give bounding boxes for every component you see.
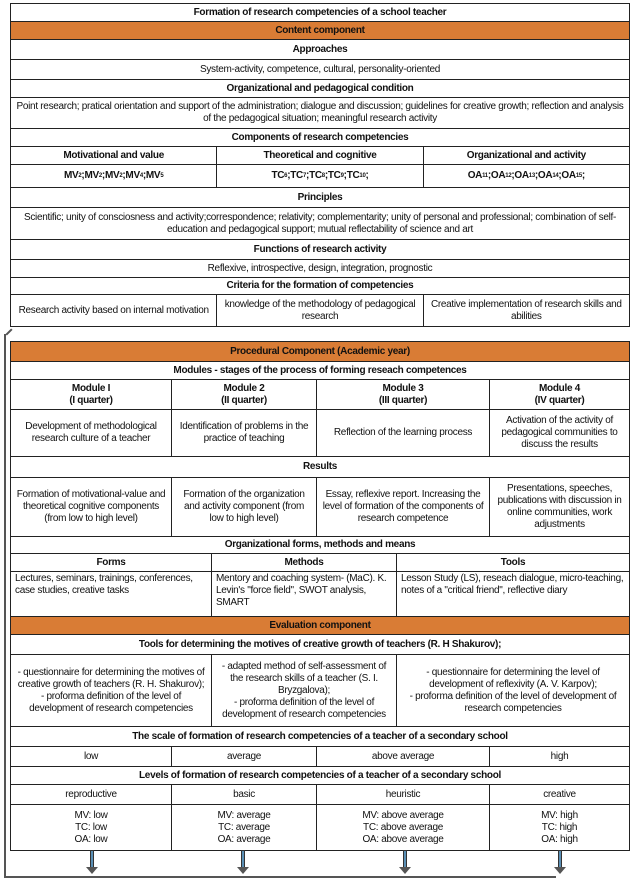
tools-header: Tools [396, 554, 629, 571]
functions-text: Reflexive, introspective, design, integration, prognostic [207, 262, 433, 274]
feedback-line [4, 334, 6, 878]
module-header: Module 2 (II quarter) [171, 380, 316, 409]
criterion: Creative implementation of research skills and abilities [423, 295, 629, 326]
result-text: Essay, reflexive report. Increasing the level of formation of the components of research competence [316, 478, 489, 536]
component-codes: TC 6 ; TC 7 ; TC 8 ; TC 9 ; TC 10 ; [216, 165, 422, 187]
result-text: Presentations, speeches, publications with discussion in online communities, work adjustments [489, 478, 629, 536]
forms-title: Organizational forms, methods and means [224, 539, 416, 550]
down-arrow-icon [241, 850, 245, 868]
principles-title: Principles [297, 191, 343, 203]
arrow-head-icon [399, 867, 411, 874]
level-value: OA: low [74, 833, 108, 845]
level-value: OA: above average [362, 833, 444, 845]
module-header: Module 3 (III quarter) [316, 380, 489, 409]
results-title: Results [302, 461, 338, 472]
result-text: Formation of the organization and activity component (from low to high level) [171, 478, 316, 536]
forms-text: Lectures, seminars, trainings, conferences, case studies, creative tasks [15, 573, 193, 596]
condition-text: Point research; pratical orientation and support of the administration; dialogue and discussion; guidelines for creative growth; reflection and analysis of the pedagogical situation; meaningful research activity [16, 101, 624, 124]
component-name: Theoretical and cognitive [216, 147, 422, 164]
level-values [489, 805, 629, 850]
level-value: MV: high [541, 809, 578, 821]
module-header: Module I (I quarter) [69, 382, 113, 406]
module-text: Development of methodological research culture of a teacher [25, 421, 157, 444]
level-name: basic [171, 785, 316, 804]
level-value: OA: average [217, 833, 271, 845]
principles-text: Scientific; unity of consciosness and activity;correspondence; relativity; complementarity; unity of personal and professional; combination of self-education and pedagogical support; mutual reflectability of science and art [23, 211, 617, 235]
level-value: TC: low [75, 821, 107, 833]
modules-title: Modules - stages of the process of forming reseach competences [173, 364, 467, 376]
arrow-head-icon [86, 867, 98, 874]
approaches-title: Approaches [292, 43, 348, 55]
approaches-text: System-activity, competence, cultural, personality-oriented [199, 63, 440, 75]
level-value: MV: above average [362, 809, 444, 821]
module-text: Reflection of the learning process [316, 410, 489, 456]
eval-tool: - questionnaire for determining the level of development of reflexivity (A. V. Karpov); - proforma definition of the level of development of research competencies [396, 655, 629, 726]
functions-title: Functions of research activity [253, 243, 387, 255]
feedback-arrow-icon [5, 328, 12, 335]
procedural-component-header: Procedural Component (Academic year) [230, 345, 410, 357]
level-value: MV: average [217, 809, 271, 821]
level-values [171, 805, 316, 850]
eval-tool: - questionnaire for determining the motives of creative growth of teachers (R. H. Shakurov); - proforma definition of the level of development of research competencies [17, 666, 205, 714]
arrow-head-icon [554, 867, 566, 874]
module-text: Identification of problems in the practice of teaching [171, 410, 316, 456]
component-codes: OA 11 ; OA 12 ; OA 13 ; OA 14 ; OA 15 ; [423, 165, 629, 187]
content-component-table [10, 3, 630, 327]
feedback-bottom-line [4, 876, 556, 878]
methods-header: Methods [211, 554, 396, 571]
component-name: Motivational and value [63, 149, 164, 161]
component-name: Organizational and activity [423, 147, 629, 164]
diagram-title: Formation of research competencies of a school teacher [193, 6, 447, 18]
down-arrow-icon [558, 850, 562, 868]
module-text: Activation of the activity of pedagogical communities to discuss the results [489, 410, 629, 456]
criteria-title: Criteria for the formation of competencies [226, 280, 414, 291]
evaluation-component-header: Evaluation component [269, 619, 371, 631]
condition-title: Organizational and pedagogical condition [226, 82, 414, 94]
tools-text: Lesson Study (LS), reseach dialogue, micro-teaching, notes of a "critical friend", reflective diary [396, 572, 629, 616]
level-name: heuristic [316, 785, 489, 804]
criterion: knowledge of the methodology of pedagogical research [216, 295, 422, 326]
module-header: Module 4 (IV quarter) [489, 380, 629, 409]
down-arrow-icon [90, 850, 94, 868]
scale-title: The scale of formation of research competencies of a teacher of a secondary school [132, 730, 508, 742]
result-text: Formation of motivational-value and theoretical cognitive components (from low to high level) [16, 489, 166, 524]
levels-title: Levels of formation of research competencies of a teacher of a secondary school [139, 769, 501, 781]
down-arrow-icon [403, 850, 407, 868]
components-title: Components of research competencies [231, 131, 409, 143]
level-name: creative [489, 785, 629, 804]
level-value: MV: low [74, 809, 108, 821]
arrow-head-icon [237, 867, 249, 874]
level-value: TC: high [541, 821, 578, 833]
level-value: TC: average [218, 821, 270, 833]
forms-header: Forms [96, 556, 126, 568]
scale-value: above average [316, 747, 489, 766]
criterion: Research activity based on internal motivation [18, 304, 209, 316]
methods-text: Mentory and coaching system- (MaC). K. Levin's "force field", SWOT analysis, SMART [211, 572, 396, 616]
procedural-evaluation-table [10, 341, 630, 851]
eval-tools-title: Tools for determining the motives of creative growth of teachers (R. H Shakurov); [138, 638, 502, 650]
eval-tool: - adapted method of self-assessment of the research skills of a teacher (S. I. Bryzgalova); - proforma definition of the level of development of research competencies [211, 655, 396, 726]
level-values [316, 805, 489, 850]
level-values [11, 805, 171, 850]
component-codes: MV 2 ; MV 2 ; MV 2 ; MV 4 ; MV 5 [63, 170, 164, 181]
level-name: reproductive [65, 788, 117, 800]
level-value: TC: above average [363, 821, 443, 833]
scale-value: average [171, 747, 316, 766]
scale-value: high [489, 747, 629, 766]
scale-value: low [83, 750, 99, 762]
level-value: OA: high [541, 833, 578, 845]
content-component-header: Content component [275, 24, 365, 36]
